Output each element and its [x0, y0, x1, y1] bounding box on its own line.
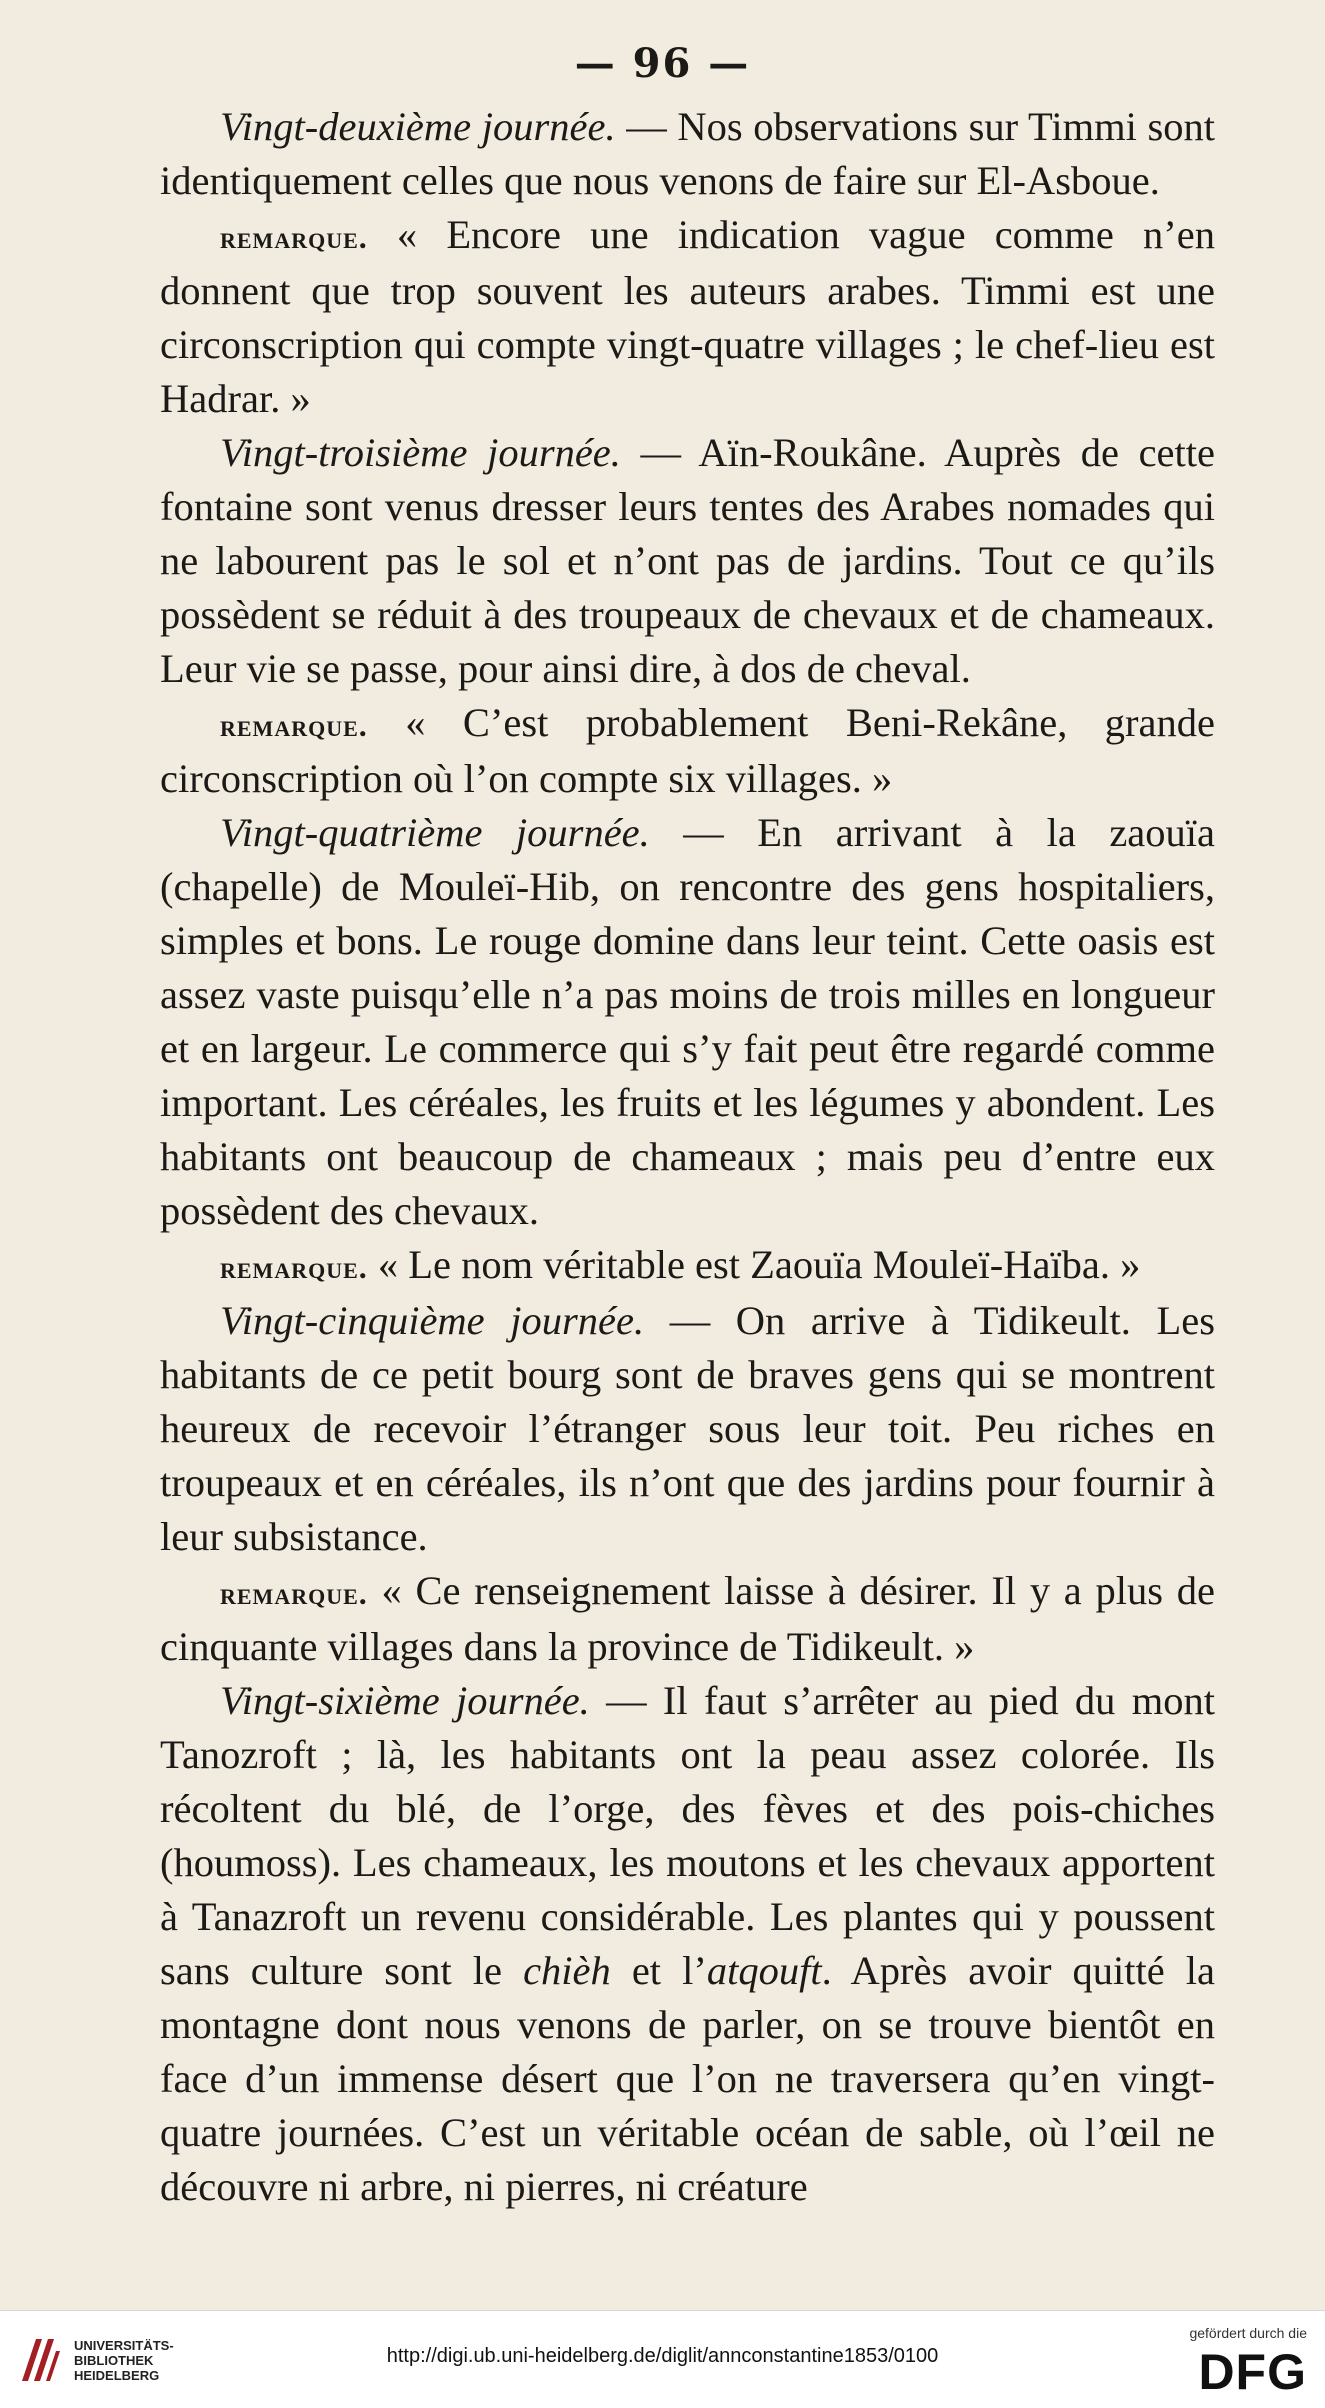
paragraph-text: « Ce renseignement laisse à désirer. Il y a plus de cinquante villages dans la province de Tidikeult. »: [160, 1568, 1215, 1669]
paragraph-text: . Après avoir quitté la montagne dont nous venons de parler, on se trouve bientôt en face d’un immense désert que l’on ne traversera qu’en vingt-quatre journées. C’est un véritable océan de sable, où l’œil ne découvre ni arbre, ni pierres, ni créature: [160, 1948, 1215, 2209]
paragraph-remark: [160, 208, 1215, 426]
day-heading: Vingt-sixième journée.: [220, 1678, 590, 1723]
digitization-footer: [0, 2310, 1325, 2408]
paragraph-text: « Le nom véritable est Zaouïa Mouleï-Haïba. »: [367, 1242, 1141, 1287]
paragraph-remark: [160, 1564, 1215, 1674]
paragraph-day-24: [160, 806, 1215, 1238]
paragraph-day-26: [160, 1674, 1215, 2214]
paragraph-text: — Il faut s’arrêter au pied du mont Tanozroft ; là, les habitants ont la peau assez colorée. Ils récoltent du blé, de l’orge, des fèves et des pois-chiches (houmoss). Les chameaux, les moutons et les chevaux apportent à Tanazroft un revenu considérable. Les plantes qui y poussent sans culture sont le: [160, 1678, 1215, 1993]
paragraph-day-25: [160, 1294, 1215, 1564]
page-number: — 96 —: [574, 40, 751, 87]
remark-label: remarque.: [220, 1249, 368, 1285]
paragraph-remark: [160, 696, 1215, 806]
day-heading: Vingt-cinquième journée.: [220, 1298, 645, 1343]
day-heading: Vingt-deuxième journée.: [220, 104, 616, 149]
paragraph-text: — Aïn-Roukâne. Auprès de cette fontaine sont venus dresser leurs tentes des Arabes nomades qui ne labourent pas le sol et n’ont pas de jardins. Tout ce qu’ils possèdent se réduit à des troupeaux de chevaux et de chameaux. Leur vie se passe, pour ainsi dire, à dos de cheval.: [160, 430, 1215, 691]
plant-name: atqouft: [706, 1948, 822, 1993]
permalink-url[interactable]: http://digi.ub.uni-heidelberg.de/diglit/annconstantine1853/0100: [386, 2345, 939, 2367]
paragraph-text: — Nos observations sur Timmi sont identiquement celles que nous venons de faire sur El-Asboue.: [160, 104, 1216, 203]
paragraph-text: « C’est probablement Beni-Rekâne, grande circonscription où l’on compte six villages. »: [160, 700, 1215, 801]
paragraph-text: et l’: [610, 1948, 707, 1993]
logo-line: UNIVERSITÄTS-: [74, 2338, 174, 2353]
paragraph-text: — On arrive à Tidikeult. Les habitants de ce petit bourg sont de braves gens qui se montrent heureux de recevoir l’étranger sous leur toit. Peu riches en troupeaux et en céréales, ils n’ont que des jardins pour fournir à leur subsistance.: [160, 1298, 1215, 1559]
logo-line: HEIDELBERG: [74, 2368, 160, 2383]
logo-line: BIBLIOTHEK: [74, 2353, 154, 2368]
sponsor-caption: gefördert durch die: [1189, 2325, 1307, 2341]
page-body: [160, 100, 1215, 2214]
dfg-logo: DFG: [1198, 2344, 1307, 2400]
paragraph-day-23: [160, 426, 1215, 696]
day-heading: Vingt-quatrième journée.: [220, 810, 650, 855]
paragraph-remark: [160, 1238, 1215, 1294]
remark-label: remarque.: [220, 1575, 368, 1611]
remark-label: remarque.: [220, 707, 368, 743]
plant-name: chièh: [523, 1948, 611, 1993]
paragraph-day-22: [160, 100, 1215, 208]
remark-label: remarque.: [220, 219, 368, 255]
paragraph-text: — En arrivant à la zaouïa (chapelle) de Mouleï-Hib, on rencontre des gens hospitaliers, simples et bons. Le rouge domine dans leur teint. Cette oasis est assez vaste puisqu’elle n’a pas moins de trois milles en longueur et en largeur. Le commerce qui s’y fait peut être regardé comme important. Les céréales, les fruits et les légumes y abondent. Les habitants ont beaucoup de chameaux ; mais peu d’entre eux possèdent des chevaux.: [160, 810, 1216, 1233]
paragraph-text: « Encore une indication vague comme n’en donnent que trop souvent les auteurs arabes. Timmi est une circonscription qui compte vingt-quatre villages ; le chef-lieu est Hadrar. »: [160, 212, 1215, 421]
day-heading: Vingt-troisième journée.: [220, 430, 621, 475]
